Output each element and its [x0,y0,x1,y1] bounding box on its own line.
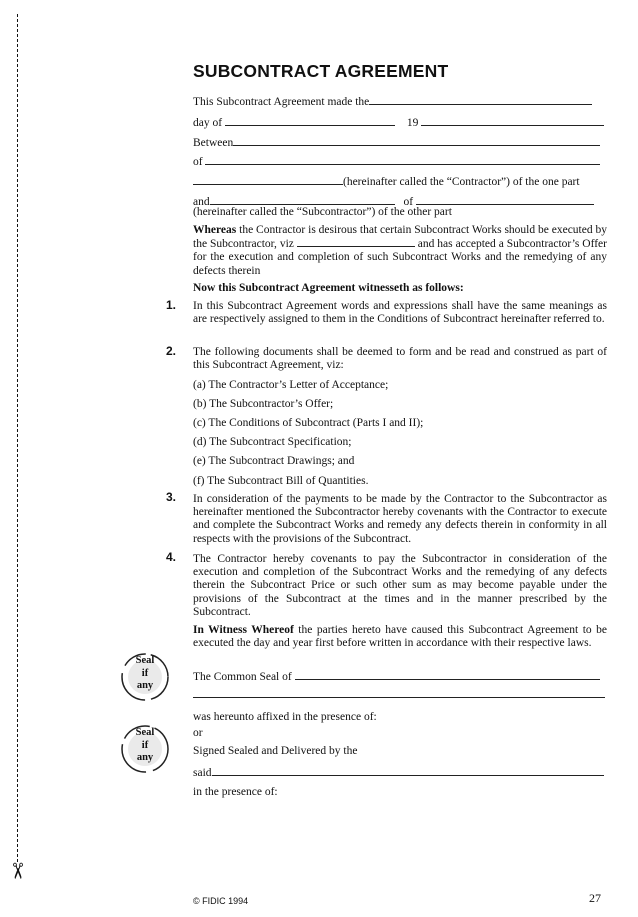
clause-text: The following documents shall be deemed to form and be read and construed as part of this Subcontract Agreement, viz: [193,346,607,372]
whereas-paragraph: Whereas the Contractor is desirous that certain Subcontract Works should be executed by the Subcontractor, viz and has accepted a Subcontractor’s Offer for the execution and completion of such Subcontract Works and the remedying of any defects therein [193,224,607,277]
document-item: (d) The Subcontract Specification; [193,436,352,448]
of-line-1: of [193,155,600,170]
clause-number: 1. [166,298,177,312]
day-field[interactable] [225,116,395,126]
clause-number: 3. [166,490,177,504]
subcontractor-address-field[interactable] [416,195,594,205]
subcontractor-name-field[interactable] [210,195,395,205]
common-seal-field[interactable] [295,670,600,680]
cut-line [17,14,18,862]
said-field[interactable] [212,766,604,776]
page-title: SUBCONTRACT AGREEMENT [193,61,449,81]
common-seal-line: The Common Seal of [193,670,600,685]
clause-text: In this Subcontract Agreement words and expressions shall have the same meanings as are respectively assigned to them in the Conditions of Subcontract hereinafter referred to. [193,300,607,326]
page-number: 27 [589,891,601,905]
and-line: and of [193,195,594,210]
year-field[interactable] [421,116,604,126]
day-of-line: day of 19 [193,116,604,131]
clause-text: In consideration of the payments to be made by the Contractor to the Subcontractor as hereinafter mentioned the Subcontractor hereby covenants with the Contractor to execute and complete the Subcontract Works and remedy any defects therein in conformity in all respects with the provisions of the Subcontract. [193,493,607,545]
between-line: Between [193,136,600,151]
contractor-name-field[interactable] [193,175,343,185]
common-seal-line-2 [193,688,605,703]
made-the-line: This Subcontract Agreement made the [193,95,592,110]
made-the-field[interactable] [369,95,592,105]
witness-paragraph: In Witness Whereof the parties hereto have caused this Subcontract Agreement to be executed the day and year first before written in accordance with their respective laws. [193,624,607,650]
contractor-line: (hereinafter called the “Contractor”) of the one part [193,175,580,190]
document-item: (e) The Subcontract Drawings; and [193,455,355,467]
copyright-footer: © FIDIC 1994 [193,896,249,906]
said-line: said [193,766,604,781]
witnesseth-heading: Now this Subcontract Agreement witnesseth as follows: [193,282,464,294]
affixed-line: was hereunto affixed in the presence of: [193,711,377,723]
signed-line: Signed Sealed and Delivered by the [193,745,358,757]
or-line: or [193,727,203,739]
clause-text: The Contractor hereby covenants to pay the Subcontractor in consideration of the execution and completion of the Subcontract Works and the remedying of any defects therein the Subcontract Price or such other sum as may become payable under the provisions of the Subcontract at the times and in the manner prescribed by the Subcontract. [193,553,607,618]
subcontract-works-field[interactable] [297,237,415,247]
document-item: (a) The Contractor’s Letter of Acceptance; [193,379,389,391]
clause-number: 4. [166,550,177,564]
between-field[interactable] [233,136,600,146]
contractor-address-field[interactable] [205,155,600,165]
seal-stamp: Seal if any [116,720,174,778]
seal-stamp: Seal if any [116,648,174,706]
scissors-icon: ✂ [4,861,30,881]
clause-number: 2. [166,344,177,358]
document-item: (b) The Subcontractor’s Offer; [193,398,334,410]
presence-line: in the presence of: [193,786,278,798]
subcontractor-line: (hereinafter called the “Subcontractor”) of the other part [193,206,452,218]
document-item: (c) The Conditions of Subcontract (Parts I and II); [193,417,424,429]
document-item: (f) The Subcontract Bill of Quantities. [193,475,369,487]
common-seal-field-2[interactable] [193,688,605,698]
